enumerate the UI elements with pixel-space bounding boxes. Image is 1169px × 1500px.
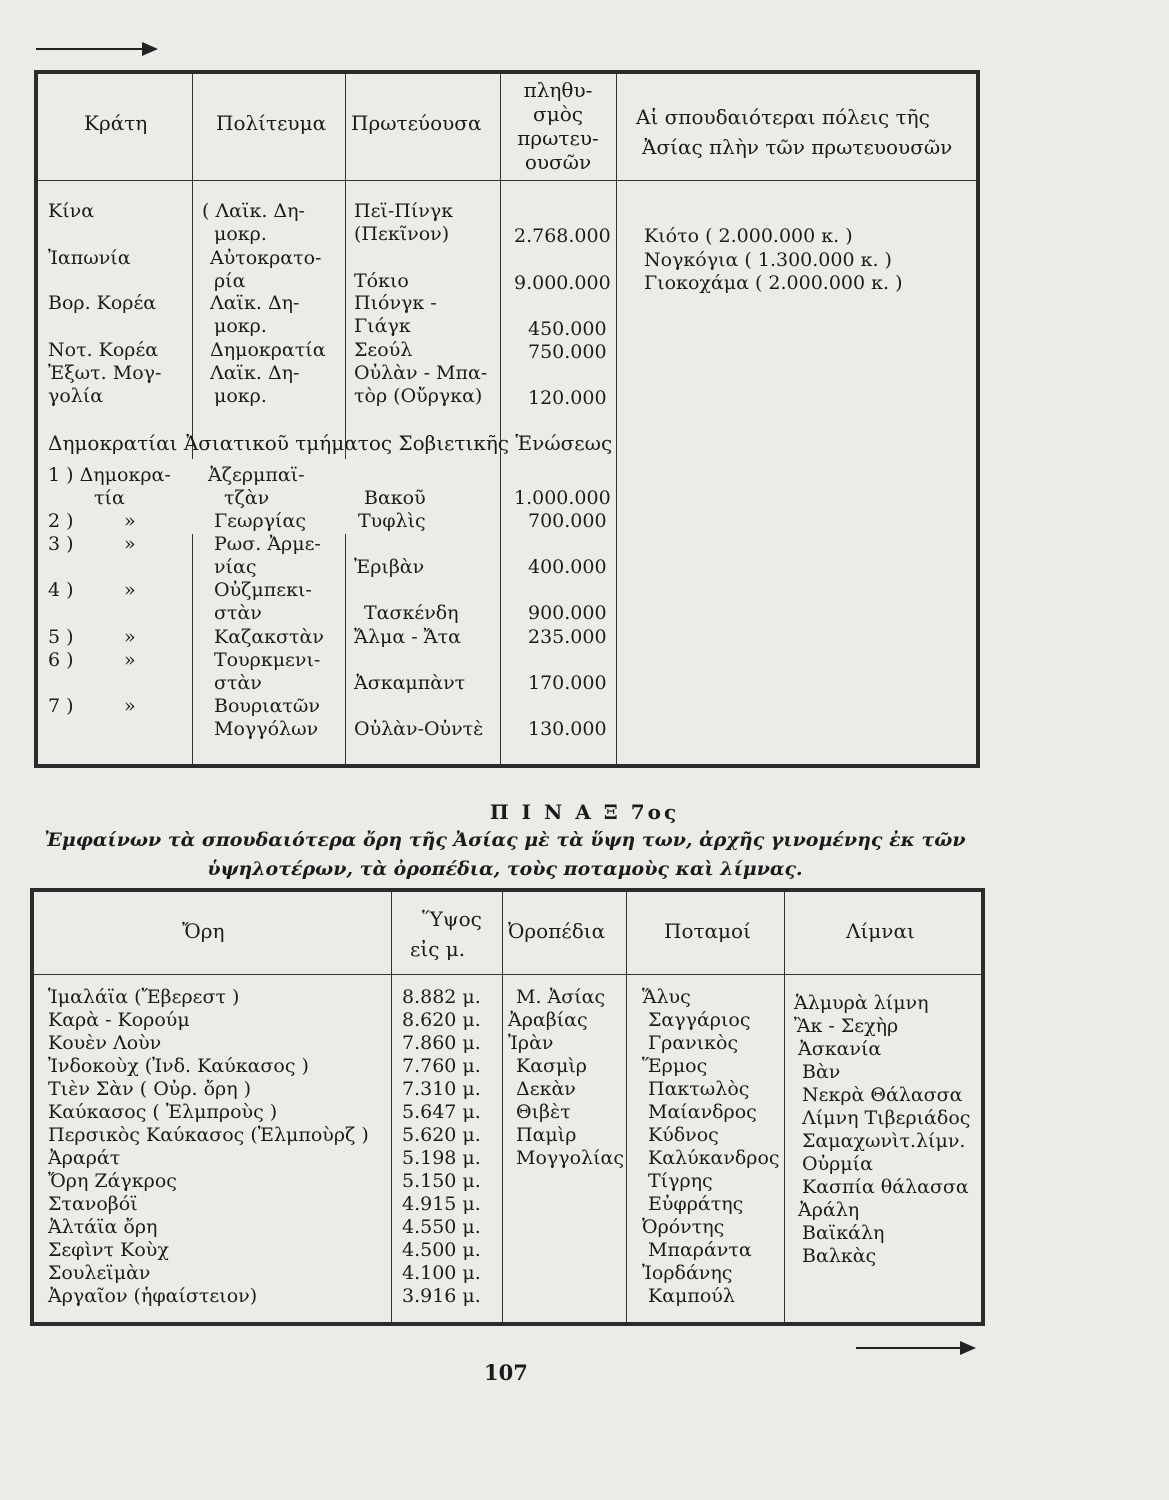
- table-caption-line1: Ἐμφαίνων τὰ σπουδαιότερα ὄρη τῆς Ἀσίας μὲ τὰ ὕψη των, ἀρχῆς γινομένης ἐκ τῶν: [44, 829, 966, 851]
- header-states: Κράτη: [84, 111, 148, 135]
- header-divider: [34, 974, 981, 975]
- lake-name: Βαϊκάλη: [802, 1222, 885, 1244]
- soviet-capital: Βακοῦ: [364, 487, 426, 509]
- header-population: πληθυ- σμὸς πρωτευ- ουσῶν: [517, 78, 599, 174]
- regime-text: μοκρ.: [214, 385, 267, 407]
- soviet-republic-name: νίας: [214, 556, 257, 578]
- state-name: Νοτ. Κορέα: [48, 339, 159, 361]
- column-divider: [500, 74, 501, 764]
- soviet-republic-name: Τουρκμενι-: [214, 649, 321, 671]
- mountain-height: 8.620 μ.: [402, 1009, 481, 1031]
- column-divider: [192, 534, 193, 764]
- column-divider: [391, 892, 392, 1322]
- capital-name: Τόκιο: [354, 270, 409, 292]
- soviet-number: 3 ): [48, 533, 74, 555]
- mountain-name: Κουὲν Λοὺν: [48, 1032, 162, 1054]
- lake-name: Βὰν: [802, 1061, 841, 1083]
- mountain-height: 5.198 μ.: [402, 1147, 481, 1169]
- lake-name: Οὐρμία: [802, 1153, 873, 1175]
- soviet-capital: Τασκένδη: [364, 602, 459, 624]
- regime-text: Λαϊκ. Δη-: [210, 292, 300, 314]
- capital-name: Οὐλὰν - Μπα-: [354, 362, 488, 384]
- mountain-height: 5.150 μ.: [402, 1170, 481, 1192]
- river-name: Καμπούλ: [648, 1285, 735, 1307]
- river-name: Ἅλυς: [642, 986, 691, 1008]
- soviet-republic-name: τζὰν: [224, 487, 270, 509]
- table-capitals: [34, 70, 980, 768]
- soviet-republic-name: Γεωργίας: [214, 510, 306, 532]
- soviet-capital: Ἀσκαμπὰντ: [354, 672, 466, 694]
- mountain-name: Ἰνδοκοὺχ (Ἰνδ. Καύκασος ): [48, 1055, 309, 1077]
- soviet-republic-name: στὰν: [214, 602, 262, 624]
- soviet-population: 235.000: [528, 626, 607, 648]
- header-rivers: Ποταμοί: [664, 919, 751, 943]
- river-name: Ἰορδάνης: [642, 1262, 733, 1284]
- regime-text: Αὐτοκρατο-: [210, 247, 322, 269]
- ditto-mark: »: [124, 510, 136, 532]
- column-divider: [192, 74, 193, 459]
- lake-name: Κασπία θάλασσα: [802, 1176, 969, 1198]
- mountain-height: 3.916 μ.: [402, 1285, 481, 1307]
- city-entry: Νογκόγια ( 1.300.000 κ. ): [644, 249, 892, 271]
- lake-name: Ἀσκανία: [798, 1038, 882, 1060]
- ditto-mark: »: [124, 695, 136, 717]
- mountain-height: 4.915 μ.: [402, 1193, 481, 1215]
- mountain-height: 4.500 μ.: [402, 1239, 481, 1261]
- soviet-population: 900.000: [528, 602, 607, 624]
- soviet-population: 1.000.000: [514, 487, 611, 509]
- column-divider: [502, 892, 503, 1322]
- capital-name: τὸρ (Οὔργκα): [354, 385, 483, 407]
- regime-text: Δημοκρατία: [210, 339, 326, 361]
- regime-text: ( Λαϊκ. Δη-: [202, 200, 305, 222]
- city-entry: Κιότο ( 2.000.000 κ. ): [644, 225, 853, 247]
- header-capital: Πρωτεύουσα: [351, 111, 482, 135]
- table-mountains: [30, 888, 985, 1326]
- population-value: 450.000: [528, 318, 607, 340]
- header-cities-line2: Ἀσίας πλὴν τῶν πρωτευουσῶν: [642, 135, 953, 159]
- state-name: Κίνα: [48, 200, 95, 222]
- population-value: 120.000: [528, 387, 607, 409]
- header-divider: [38, 180, 976, 181]
- mountain-name: Στανοβόϊ: [48, 1193, 138, 1215]
- plateau-name: Δεκὰν: [516, 1078, 576, 1100]
- lake-name: Σαμαχωνὶτ.λίμν.: [802, 1130, 966, 1152]
- population-value: 2.768.000: [514, 225, 611, 247]
- river-name: Τίγρης: [648, 1170, 713, 1192]
- header-mountains: Ὄρη: [182, 919, 225, 943]
- soviet-republic-name: στὰν: [214, 672, 262, 694]
- header-height-unit: εἰς μ.: [410, 937, 466, 961]
- mountain-name: Ἱμαλάϊα (Ἔβερεστ ): [48, 986, 240, 1008]
- river-name: Κύδνος: [648, 1124, 719, 1146]
- ditto-mark: »: [124, 649, 136, 671]
- plateau-name: Μ. Ἀσίας: [516, 986, 606, 1008]
- plateau-name: Ἰρὰν: [508, 1032, 554, 1054]
- table-caption-line2: ὑψηλοτέρων, τὰ ὀροπέδια, τοὺς ποταμοὺς καὶ λίμνας.: [207, 858, 803, 880]
- soviet-number: τία: [94, 487, 125, 509]
- soviet-number: 5 ): [48, 626, 74, 648]
- mountain-height: 5.647 μ.: [402, 1101, 481, 1123]
- header-plateaus: Ὀροπέδια: [508, 919, 606, 943]
- capital-name: Πιόνγκ -: [354, 292, 437, 314]
- soviet-number: 4 ): [48, 579, 74, 601]
- mountain-name: Σουλεϊμὰν: [48, 1262, 151, 1284]
- mountain-name: Ἀραράτ: [48, 1147, 121, 1169]
- soviet-republic-name: Καζακστὰν: [214, 626, 324, 648]
- mountain-height: 5.620 μ.: [402, 1124, 481, 1146]
- page-number: 107: [484, 1360, 528, 1385]
- population-value: 9.000.000: [514, 272, 611, 294]
- capital-name: Πεϊ-Πίνγκ: [354, 200, 454, 222]
- mountain-height: 7.760 μ.: [402, 1055, 481, 1077]
- river-name: Σαγγάριος: [648, 1009, 751, 1031]
- state-name: γολία: [48, 385, 104, 407]
- soviet-heading: Δημοκρατίαι Ἀσιατικοῦ τμήματος Σοβιετικῆς Ἑνώσεως: [48, 431, 613, 455]
- header-regime: Πολίτευμα: [216, 111, 327, 135]
- soviet-republic-name: Μογγόλων: [214, 718, 319, 740]
- river-name: Πακτωλὸς: [648, 1078, 750, 1100]
- state-name: Ἐξωτ. Μογ-: [48, 362, 162, 384]
- capital-name: Σεούλ: [354, 339, 413, 361]
- ditto-mark: »: [124, 579, 136, 601]
- soviet-number: 7 ): [48, 695, 74, 717]
- table-title: Π Ι Ν Α Ξ 7ος: [489, 800, 680, 824]
- regime-text: μοκρ.: [214, 223, 267, 245]
- plateau-name: Θιβὲτ: [516, 1101, 571, 1123]
- column-divider: [784, 892, 785, 1322]
- mountain-name: Περσικὸς Καύκασος (Ἐλμποὺρζ ): [48, 1124, 369, 1146]
- header-cities: Αἱ σπουδαιότεραι πόλεις τῆς: [636, 105, 930, 129]
- plateau-name: Παμὶρ: [516, 1124, 577, 1146]
- river-name: Ἕρμος: [642, 1055, 708, 1077]
- soviet-number: 1 ) Δημοκρα-: [48, 464, 171, 486]
- river-name: Ὀρόντης: [642, 1216, 725, 1238]
- state-name: Ἰαπωνία: [48, 247, 131, 269]
- state-name: Βορ. Κορέα: [48, 292, 157, 314]
- city-entry: Γιοκοχάμα ( 2.000.000 κ. ): [644, 272, 903, 294]
- mountain-height: 7.860 μ.: [402, 1032, 481, 1054]
- regime-text: μοκρ.: [214, 315, 267, 337]
- bottom-arrow: [856, 1347, 974, 1349]
- plateau-name: Ἀραβίας: [508, 1009, 588, 1031]
- soviet-population: 130.000: [528, 718, 607, 740]
- population-value: 750.000: [528, 341, 607, 363]
- soviet-number: 6 ): [48, 649, 74, 671]
- soviet-number: 2 ): [48, 510, 74, 532]
- soviet-republic-name: Ρωσ. Ἀρμε-: [214, 533, 321, 555]
- mountain-name: Ἀργαῖον (ἡφαίστειον): [48, 1285, 258, 1307]
- river-name: Εὐφράτης: [648, 1193, 744, 1215]
- mountain-height: 7.310 μ.: [402, 1078, 481, 1100]
- mountain-name: Ἀλτάϊα ὄρη: [48, 1216, 158, 1238]
- header-height: Ὕψος: [422, 907, 482, 931]
- regime-text: ρία: [214, 270, 246, 292]
- soviet-population: 700.000: [528, 510, 607, 532]
- lake-name: Ἁλμυρὰ λίμνη: [794, 992, 929, 1014]
- lake-name: Ἂκ - Σεχὴρ: [794, 1015, 899, 1037]
- plateau-name: Κασμὶρ: [516, 1055, 587, 1077]
- ditto-mark: »: [124, 626, 136, 648]
- soviet-capital: Ἐριβὰν: [354, 556, 425, 578]
- capital-name: Γιάγκ: [354, 315, 411, 337]
- soviet-republic-name: Ἀζερμπαϊ-: [208, 464, 305, 486]
- column-divider: [345, 74, 346, 459]
- soviet-population: 400.000: [528, 556, 607, 578]
- soviet-republic-name: Βουριατῶν: [214, 695, 320, 717]
- river-name: Γρανικὸς: [648, 1032, 739, 1054]
- mountain-name: Τιὲν Σὰν ( Οὐρ. ὄρη ): [48, 1078, 252, 1100]
- river-name: Μπαράντα: [648, 1239, 752, 1261]
- river-name: Μαίανδρος: [648, 1101, 757, 1123]
- mountain-height: 8.882 μ.: [402, 986, 481, 1008]
- mountain-name: Καύκασος ( Ἐλμπροὺς ): [48, 1101, 278, 1123]
- plateau-name: Μογγολίας: [516, 1147, 625, 1169]
- column-divider: [345, 534, 346, 764]
- mountain-name: Καρὰ - Κορούμ: [48, 1009, 190, 1031]
- soviet-capital: Ἄλμα - Ἄτα: [354, 626, 461, 648]
- soviet-population: 170.000: [528, 672, 607, 694]
- lake-name: Ἀράλη: [798, 1199, 860, 1221]
- regime-text: Λαϊκ. Δη-: [210, 362, 300, 384]
- river-name: Καλύκανδρος: [648, 1147, 780, 1169]
- soviet-capital: Οὐλὰν-Οὐντὲ: [354, 718, 484, 740]
- mountain-name: Ὄρη Ζάγκρος: [48, 1170, 177, 1192]
- soviet-capital: Τυφλὶς: [358, 510, 426, 532]
- mountain-height: 4.550 μ.: [402, 1216, 481, 1238]
- column-divider: [626, 892, 627, 1322]
- lake-name: Νεκρὰ Θάλασσα: [802, 1084, 963, 1106]
- header-lakes: Λίμναι: [846, 919, 915, 943]
- mountain-height: 4.100 μ.: [402, 1262, 481, 1284]
- top-arrow: [36, 48, 156, 50]
- soviet-republic-name: Οὐζμπεκι-: [214, 579, 312, 601]
- ditto-mark: »: [124, 533, 136, 555]
- capital-name: (Πεκῖνον): [354, 223, 450, 245]
- lake-name: Λίμνη Τιβεριάδος: [802, 1107, 971, 1129]
- lake-name: Βαλκὰς: [802, 1245, 877, 1267]
- column-divider: [616, 74, 617, 764]
- mountain-name: Σεφὶντ Κοὺχ: [48, 1239, 169, 1261]
